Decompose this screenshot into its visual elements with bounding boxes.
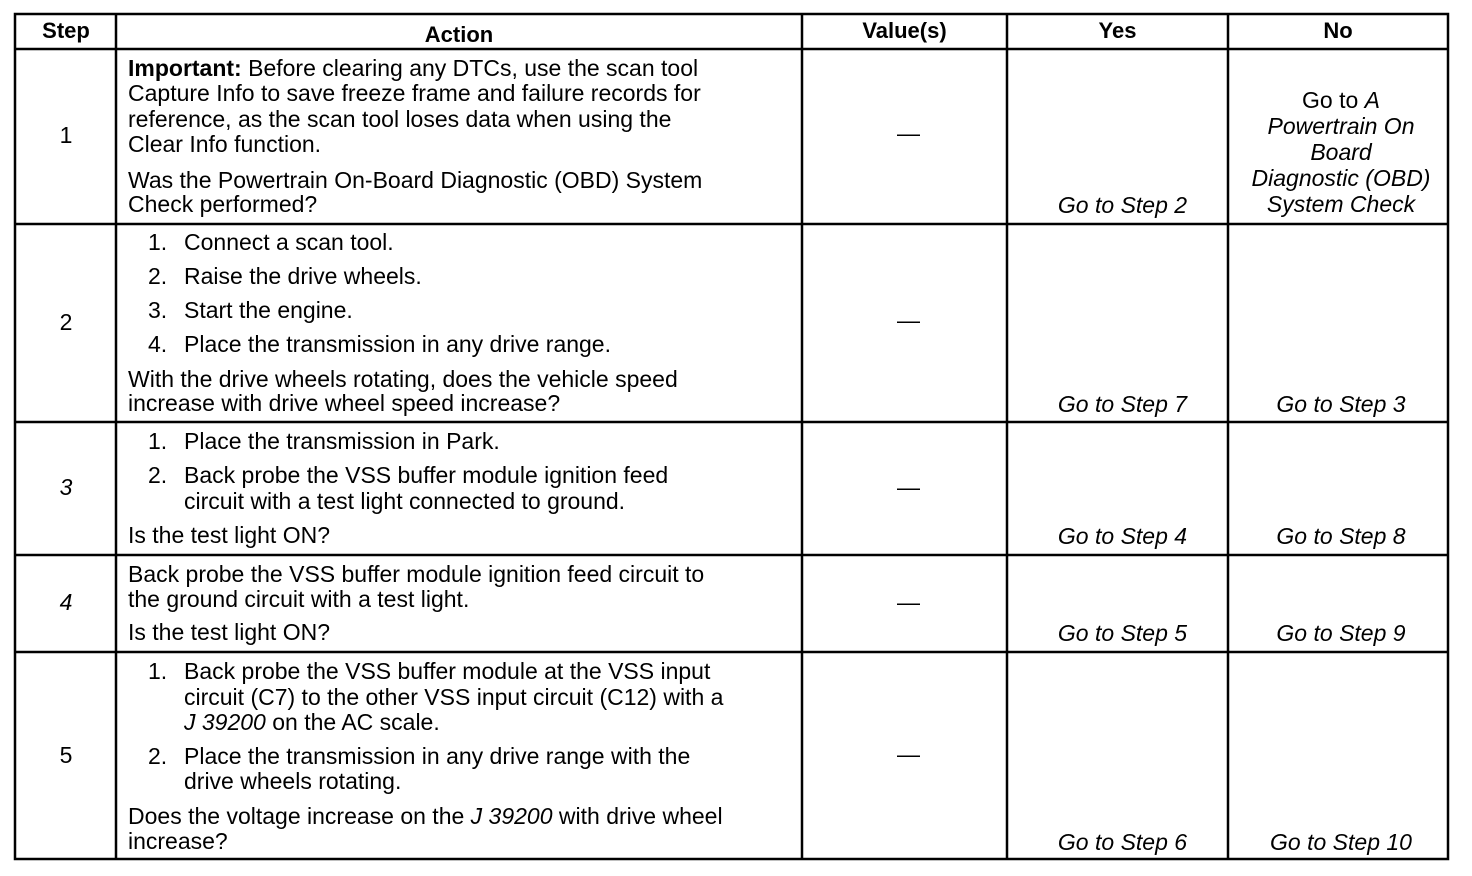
list-number: 2. — [148, 462, 168, 488]
question-line: Is the test light ON? — [128, 522, 330, 548]
list-item: circuit (C7) to the other VSS input circuit (C12) with a — [184, 684, 724, 710]
list-number: 1. — [148, 229, 168, 255]
header-no: No — [1323, 18, 1353, 43]
no-link[interactable]: Go to Step 9 — [1276, 620, 1406, 646]
no-link-line: System Check — [1266, 191, 1416, 217]
list-item: circuit with a test light connected to ground. — [184, 488, 626, 514]
list-item: J 39200 on the AC scale. — [184, 709, 440, 735]
no-link-line: Powertrain On — [1267, 113, 1415, 139]
header-values: Value(s) — [862, 18, 947, 43]
list-item: Start the engine. — [184, 297, 353, 323]
yes-link[interactable]: Go to Step 6 — [1057, 829, 1188, 855]
list-number: 4. — [148, 331, 168, 357]
value-dash: — — [897, 589, 920, 615]
list-number: 1. — [148, 658, 168, 684]
question-line: increase? — [128, 828, 228, 854]
list-number: 2. — [148, 743, 168, 769]
list-item: Place the transmission in any drive range with the — [184, 743, 691, 769]
note-line: Clear Info function. — [128, 131, 322, 157]
no-link[interactable]: Go to Step 8 — [1276, 523, 1406, 549]
list-number: 3. — [148, 297, 168, 323]
list-item: Raise the drive wheels. — [184, 263, 422, 289]
step-number: 2 — [59, 309, 73, 335]
question-line: Is the test light ON? — [128, 619, 330, 645]
question-line: increase with drive wheel speed increase? — [128, 390, 561, 416]
question-line: With the drive wheels rotating, does the vehicle speed — [128, 366, 678, 392]
list-item: drive wheels rotating. — [184, 768, 402, 794]
important-label: Important: — [128, 55, 242, 81]
list-item: Place the transmission in Park. — [184, 428, 500, 454]
no-link[interactable]: Go to Step 3 — [1276, 391, 1406, 417]
list-number: 2. — [148, 263, 168, 289]
action-line: the ground circuit with a test light. — [128, 586, 470, 612]
step-number: 1 — [59, 122, 73, 148]
yes-link[interactable]: Go to Step 4 — [1057, 523, 1188, 549]
no-link[interactable]: Go to A — [1302, 87, 1380, 113]
value-dash: — — [897, 474, 920, 500]
step-number: 3 — [59, 474, 73, 500]
list-item: Back probe the VSS buffer module ignition feed — [184, 462, 669, 488]
yes-link[interactable]: Go to Step 5 — [1057, 620, 1188, 646]
value-dash: — — [897, 741, 920, 767]
note-line: reference, as the scan tool loses data when using the — [128, 106, 672, 132]
yes-link[interactable]: Go to Step 7 — [1057, 391, 1188, 417]
list-item: Back probe the VSS buffer module at the VSS input — [184, 658, 711, 684]
action-line: Back probe the VSS buffer module ignition feed circuit to — [128, 561, 705, 587]
header-yes: Yes — [1098, 18, 1137, 43]
yes-link[interactable]: Go to Step 2 — [1057, 192, 1188, 218]
no-link-line: Board — [1310, 139, 1372, 165]
question-line: Does the voltage increase on the J 39200 with drive wheel — [128, 803, 723, 829]
no-link-line: Diagnostic (OBD) — [1251, 165, 1431, 191]
question-line: Check performed? — [128, 191, 318, 217]
header-action: Action — [424, 22, 494, 47]
list-item: Connect a scan tool. — [184, 229, 394, 255]
note-line: Capture Info to save freeze frame and failure records for — [128, 80, 701, 106]
list-item: Place the transmission in any drive range. — [184, 331, 611, 357]
header-step: Step — [42, 18, 90, 43]
step-number: 5 — [59, 742, 73, 768]
step-number: 4 — [59, 589, 73, 615]
value-dash: — — [897, 307, 920, 333]
value-dash: — — [897, 120, 920, 146]
important-note: Important: Before clearing any DTCs, use the scan tool — [128, 55, 699, 81]
list-number: 1. — [148, 428, 168, 454]
no-link[interactable]: Go to Step 10 — [1270, 829, 1412, 855]
question-line: Was the Powertrain On-Board Diagnostic (OBD) System — [128, 167, 703, 193]
